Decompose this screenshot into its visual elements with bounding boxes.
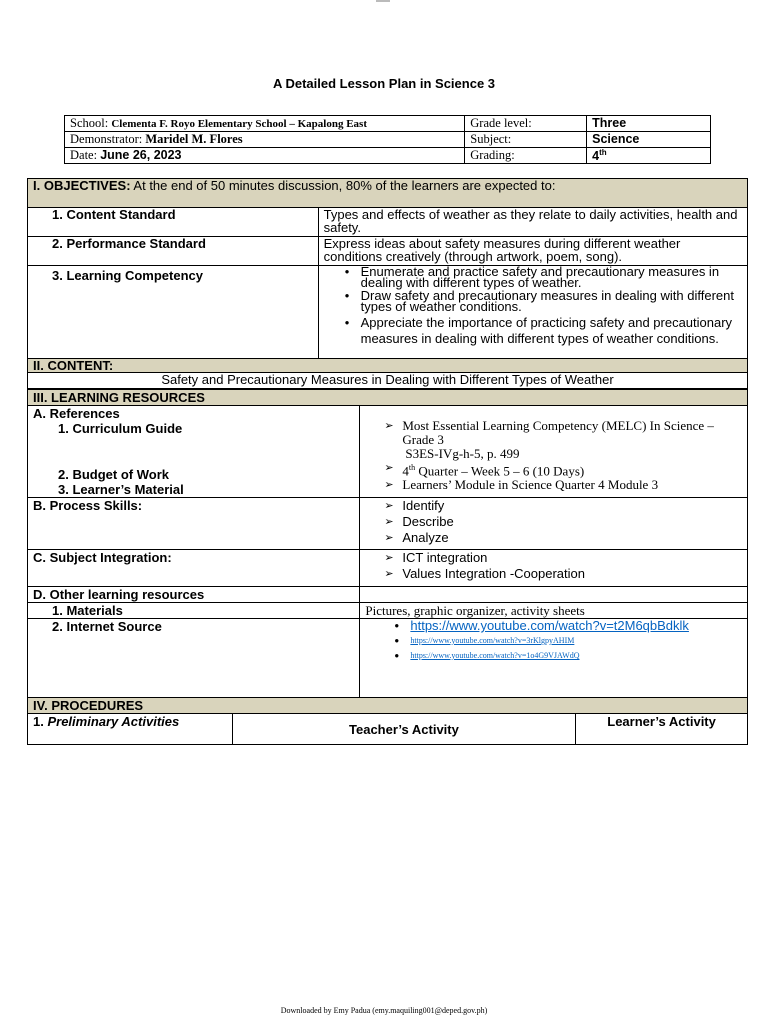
date-value: June 26, 2023 — [100, 148, 182, 162]
content-heading: II. CONTENT: — [28, 359, 748, 373]
school-label: School: — [70, 116, 109, 130]
other-resources-label: D. Other learning resources — [28, 587, 360, 603]
process-skill-item: ➢ Describe — [382, 514, 743, 530]
footer-download-note: Downloaded by Emy Padua (emy.maquiling001@deped.gov.ph) — [280, 1006, 488, 1015]
other-resources-empty — [360, 587, 748, 603]
process-skill-item: ➢ Identify — [382, 498, 743, 514]
date-label: Date: — [70, 148, 98, 162]
subject-integration-label: C. Subject Integration: — [28, 550, 360, 587]
info-table — [64, 115, 711, 164]
process-skills-cell — [360, 498, 748, 550]
procedures-table — [27, 697, 748, 745]
demonstrator-label: Demonstrator: — [70, 132, 143, 146]
content-standard-text: Types and effects of weather as they relate to daily activities, health and safety. — [318, 208, 747, 237]
references-label: A. References — [33, 406, 120, 421]
competency-cell — [318, 266, 747, 359]
process-skills-list — [382, 498, 743, 546]
grading-label: Grading: — [465, 148, 587, 164]
materials-label: 1. Materials — [28, 603, 360, 619]
internet-link[interactable]: ● https://www.youtube.com/watch?v=t2M6qbBdklk — [390, 619, 743, 633]
objectives-table — [27, 178, 748, 389]
curriculum-guide-label: 1. Curriculum Guide — [58, 421, 183, 436]
objectives-intro: At the end of 50 minutes discussion, 80% of the learners are expected to: — [130, 178, 556, 193]
grade-value: Three — [587, 116, 711, 132]
integration-item: ➢ Values Integration -Cooperation — [382, 566, 743, 582]
competency-item: ● Appreciate the importance of practicing safety and precautionary measures in dealing with different types of weather conditions. — [341, 315, 747, 347]
performance-standard-label: 2. Performance Standard — [28, 237, 319, 266]
integration-item: ➢ ICT integration — [382, 550, 743, 566]
teacher-activity-header: Teacher’s Activity — [232, 714, 575, 745]
objectives-heading: I. OBJECTIVES: — [33, 178, 131, 193]
performance-standard-text: Express ideas about safety measures during different weather conditions creatively (through artwork, poem, song). — [318, 237, 747, 266]
references-cell — [28, 406, 360, 498]
top-mark — [376, 0, 390, 2]
learners-material-label: 3. Learner’s Material — [58, 482, 184, 497]
internet-source-cell — [360, 619, 748, 703]
internet-link[interactable]: ● https://www.youtube.com/watch?v=1o4G9VJAWdQ — [390, 648, 743, 663]
grade-label: Grade level: — [465, 116, 587, 132]
grading-value: 4th — [587, 148, 711, 164]
internet-links-list — [390, 619, 743, 663]
competency-item: ● Enumerate and practice safety and precautionary measures in dealing with different types of weather. — [341, 266, 747, 288]
materials-value: Pictures, graphic organizer, activity sheets — [360, 603, 748, 619]
internet-link[interactable]: ● https://www.youtube.com/watch?v=3rKlgpyAHIM — [390, 633, 743, 648]
content-text: Safety and Precautionary Measures in Dealing with Different Types of Weather — [28, 373, 748, 389]
internet-source-label: 2. Internet Source — [28, 619, 360, 703]
process-skill-item: ➢ Analyze — [382, 530, 743, 546]
budget-of-work-label: 2. Budget of Work — [58, 467, 169, 482]
reference-module: ➢ Learners’ Module in Science Quarter 4 Module 3 — [382, 478, 743, 492]
school-cell — [65, 116, 465, 132]
resources-table — [27, 389, 748, 703]
school-value: Clementa F. Royo Elementary School – Kapalong East — [111, 118, 367, 130]
learner-activity-header: Learner’s Activity — [576, 714, 748, 745]
subject-integration-cell — [360, 550, 748, 587]
process-skills-label: B. Process Skills: — [28, 498, 360, 550]
subject-label: Subject: — [465, 132, 587, 148]
subject-value: Science — [587, 132, 711, 148]
resources-heading: III. LEARNING RESOURCES — [28, 390, 748, 406]
reference-quarter: ➢ 4th Quarter – Week 5 – 6 (10 Days) — [382, 461, 743, 478]
demonstrator-value: Maridel M. Flores — [145, 132, 243, 146]
competency-label: 3. Learning Competency — [28, 266, 319, 359]
objectives-heading-cell — [28, 179, 748, 208]
preliminary-activities-label: 1. Preliminary Activities — [28, 714, 233, 745]
demonstrator-cell — [65, 132, 465, 148]
page-title: A Detailed Lesson Plan in Science 3 — [272, 76, 496, 91]
date-cell — [65, 148, 465, 164]
competency-item: ● Draw safety and precautionary measures in dealing with different types of weather conditions. — [341, 290, 747, 312]
references-list — [382, 419, 743, 492]
references-list-cell — [360, 406, 748, 498]
competency-list — [341, 266, 747, 347]
procedures-heading: IV. PROCEDURES — [28, 698, 748, 714]
reference-melc: ➢ Most Essential Learning Competency (MELC) In Science – Grade 3 S3ES-IVg-h-5, p. 499 — [382, 419, 743, 461]
content-standard-label: 1. Content Standard — [28, 208, 319, 237]
subject-integration-list — [382, 550, 743, 582]
